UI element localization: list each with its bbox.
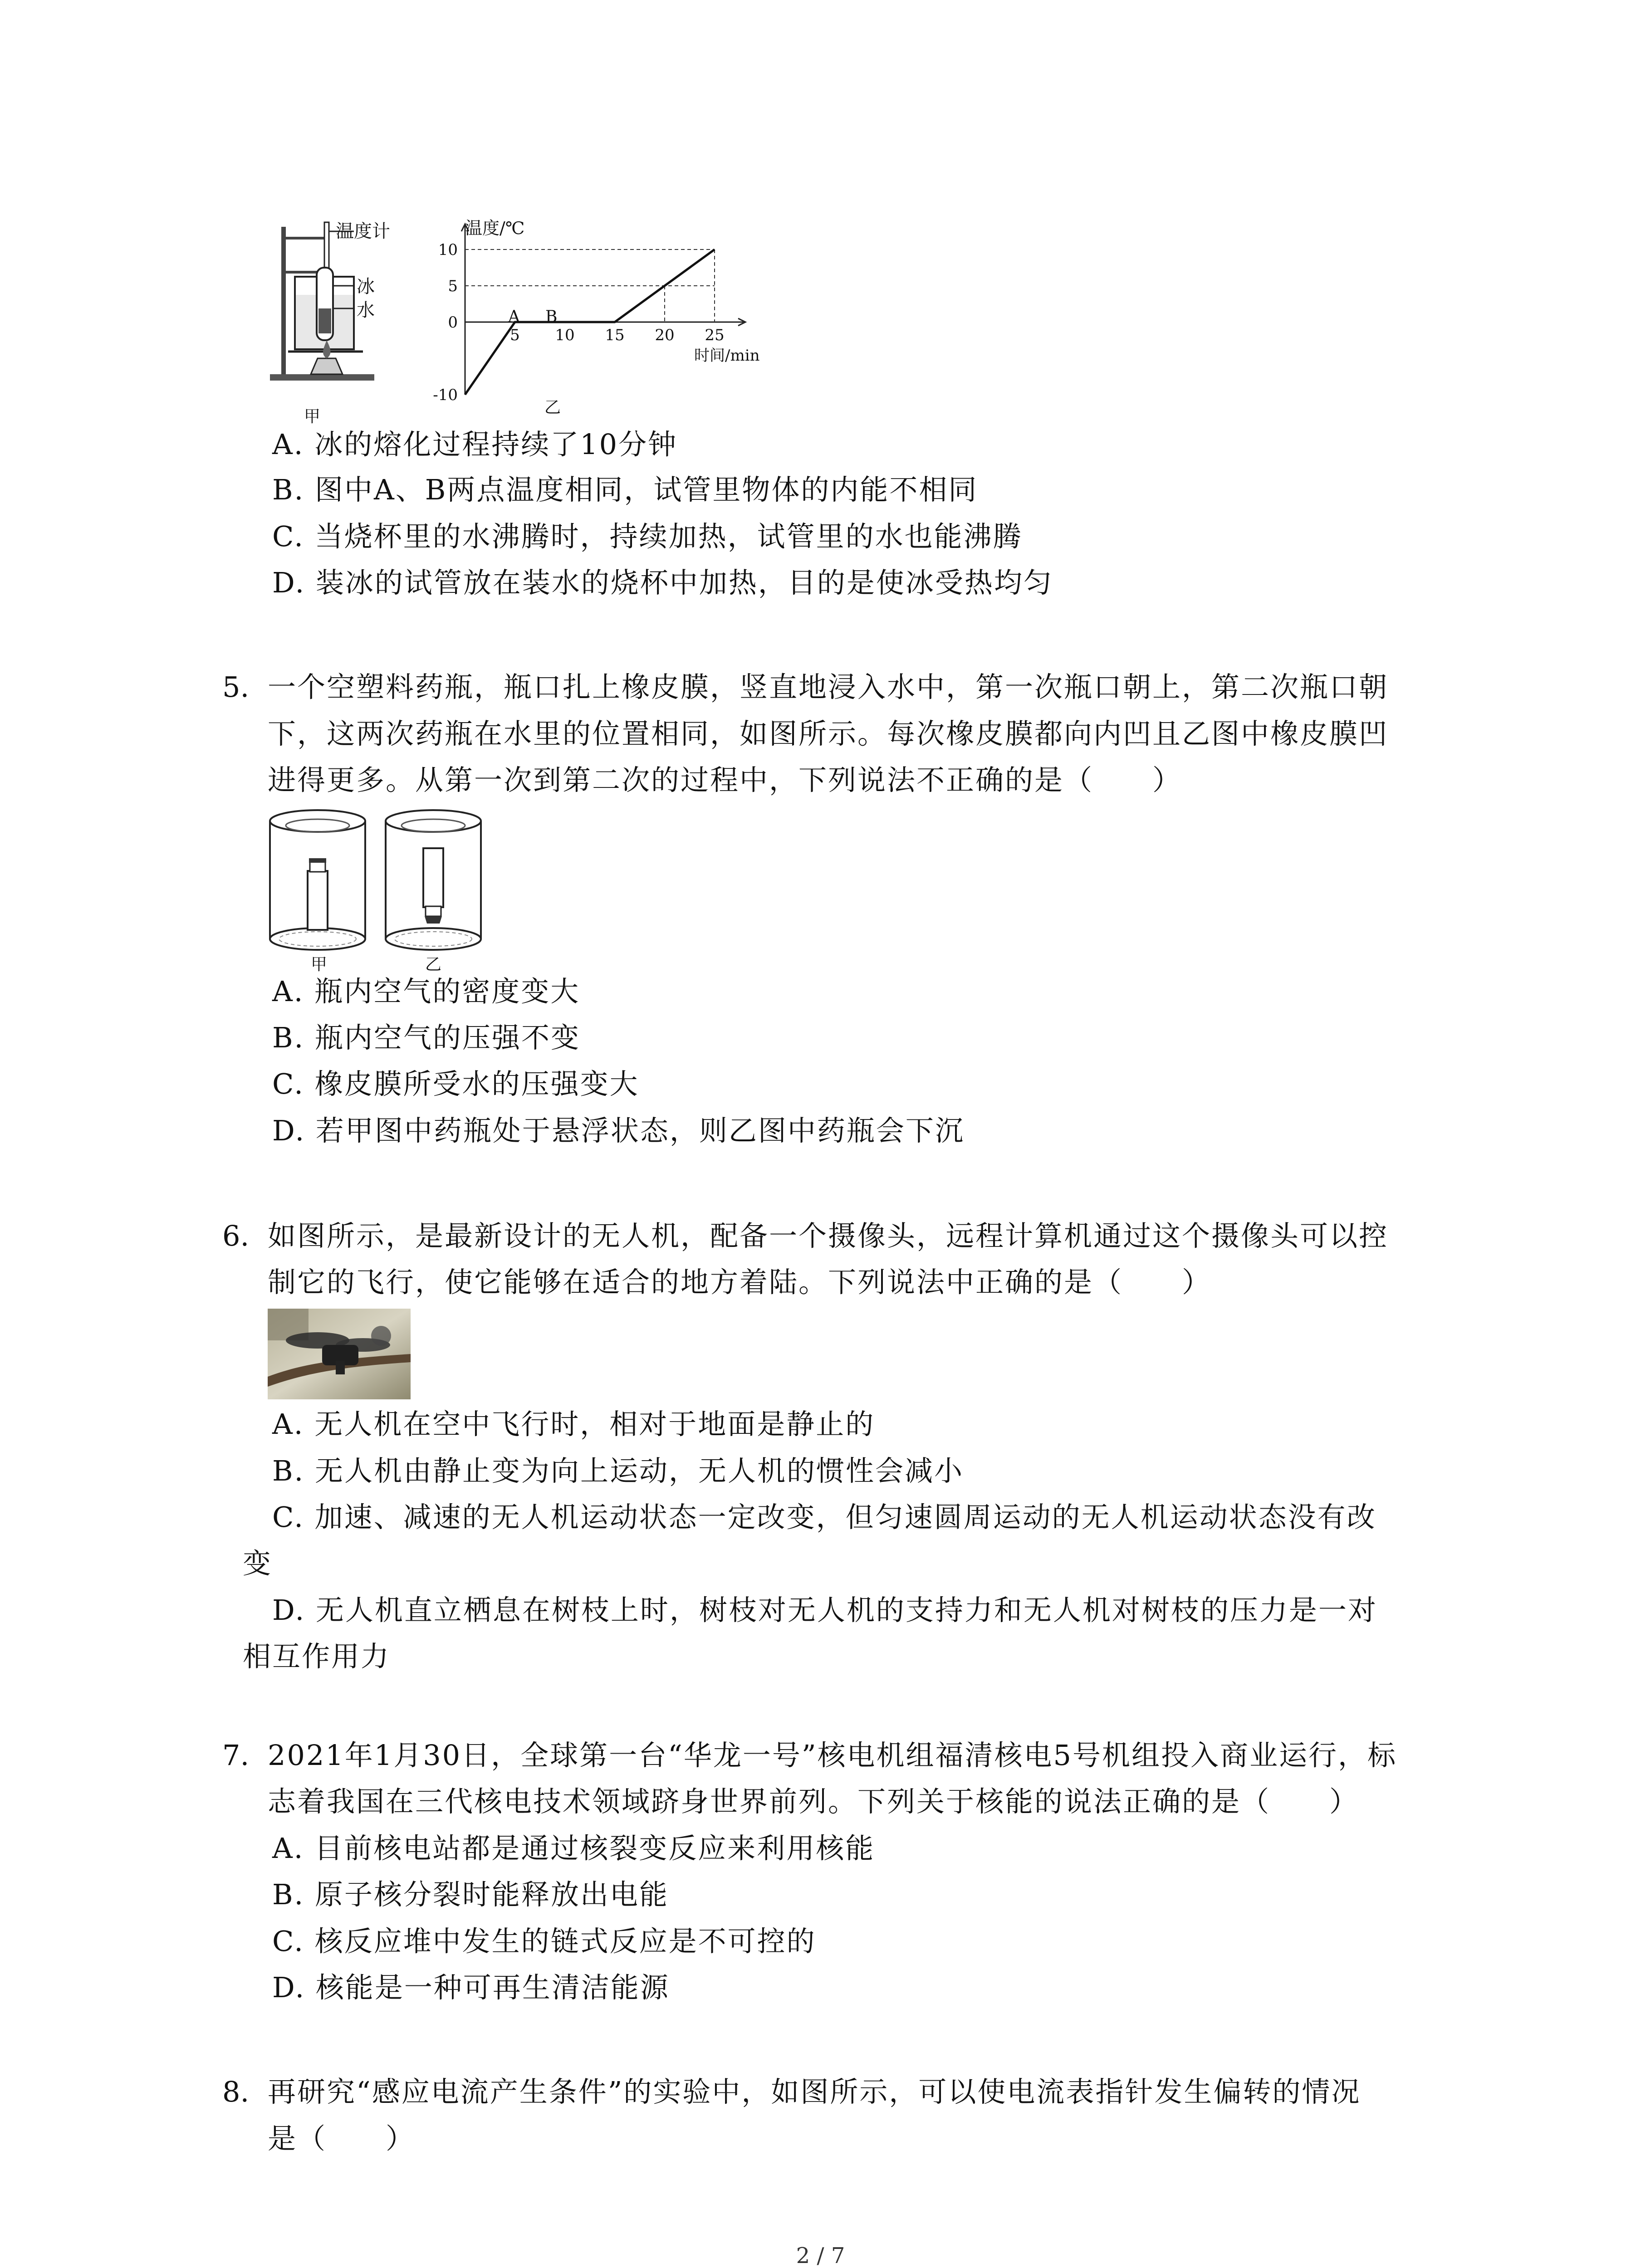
q7-option-d: D. 核能是一种可再生清洁能源 xyxy=(272,1971,670,2004)
q7-option-a: A. 目前核电站都是通过核裂变反应来利用核能 xyxy=(272,1832,875,1865)
q7-option-b: B. 原子核分裂时能释放出电能 xyxy=(272,1878,669,1911)
q5-stem-line-1: 一个空塑料药瓶，瓶口扎上橡皮膜，竖直地浸入水中，第一次瓶口朝上，第二次瓶口朝 xyxy=(268,670,1389,704)
ice-label: 冰 xyxy=(357,276,375,297)
apparatus-drawing xyxy=(268,218,440,426)
q6-stem-line-1: 如图所示，是最新设计的无人机，配备一个摄像头，远程计算机通过这个摄像头可以控 xyxy=(268,1219,1389,1252)
q6-option-d-cont: 相互作用力 xyxy=(243,1640,391,1673)
point-label-b: B xyxy=(545,308,558,326)
q7-stem-line-2: 志着我国在三代核电技术领域跻身世界前列。下列关于核能的说法正确的是（ ） xyxy=(268,1785,1359,1818)
q4-option-c: C. 当烧杯里的水沸腾时，持续加热，试管里的水也能沸腾 xyxy=(272,520,1023,553)
q6-option-d: D. 无人机直立栖息在树枝上时，树枝对无人机的支持力和无人机对树枝的压力是一对 xyxy=(272,1593,1377,1627)
point-label-a: A xyxy=(508,308,520,326)
bottle-figure xyxy=(265,807,492,974)
q6-number: 6. xyxy=(222,1219,250,1252)
x-tick-label: 15 xyxy=(605,326,625,344)
q5-stem-line-2: 下，这两次药瓶在水里的位置相同，如图所示。每次橡皮膜都向内凹且乙图中橡皮膜凹 xyxy=(268,717,1389,750)
q6-option-c-cont: 变 xyxy=(243,1547,273,1580)
x-tick-label: 5 xyxy=(510,326,520,344)
q8-stem-line-2: 是（ ） xyxy=(268,2122,416,2155)
q6-option-c: C. 加速、减速的无人机运动状态一定改变，但匀速圆周运动的无人机运动状态没有改 xyxy=(272,1501,1376,1534)
drone-photo-drawing xyxy=(268,1309,411,1399)
apparatus-caption: 甲 xyxy=(304,407,321,426)
q7-number: 7. xyxy=(222,1739,250,1772)
q5-option-d: D. 若甲图中药瓶处于悬浮状态，则乙图中药瓶会下沉 xyxy=(272,1114,965,1147)
q6-option-b: B. 无人机由静止变为向上运动，无人机的惯性会减小 xyxy=(272,1454,964,1487)
q4-option-d: D. 装冰的试管放在装水的烧杯中加热，目的是使冰受热均匀 xyxy=(272,566,1053,599)
q5-number: 5. xyxy=(222,670,250,704)
q5-option-b: B. 瓶内空气的压强不变 xyxy=(272,1021,580,1054)
y-tick-label: 0 xyxy=(448,313,458,332)
bottle-caption-yi: 乙 xyxy=(425,955,442,974)
q6-stem-line-2: 制它的飞行，使它能够在适合的地方着陆。下列说法中正确的是（ ） xyxy=(268,1266,1212,1299)
apparatus-figure xyxy=(268,218,440,426)
y-tick-label: 5 xyxy=(448,277,458,295)
y-tick-label: 10 xyxy=(438,241,458,259)
thermometer-label: 温度计 xyxy=(336,221,390,242)
x-tick-label: 10 xyxy=(555,326,575,344)
temperature-chart-svg xyxy=(422,213,794,431)
q5-stem-line-3: 进得更多。从第一次到第二次的过程中，下列说法不正确的是（ ） xyxy=(268,763,1182,797)
bottle-drawing xyxy=(265,807,492,957)
chart-ylabel: 温度/℃ xyxy=(465,218,525,238)
q8-number: 8. xyxy=(222,2075,250,2108)
y-tick-label: -10 xyxy=(433,386,458,404)
x-tick-label: 25 xyxy=(705,326,725,344)
q8-stem-line-1: 再研究“感应电流产生条件”的实验中，如图所示，可以使电流表指针发生偏转的情况 xyxy=(268,2075,1361,2108)
q5-option-c: C. 橡皮膜所受水的压强变大 xyxy=(272,1067,639,1100)
chart-xlabel: 时间/min xyxy=(694,347,760,365)
bottle-caption-jia: 甲 xyxy=(311,955,328,974)
chart-caption: 乙 xyxy=(544,398,561,417)
q6-option-a: A. 无人机在空中飞行时，相对于地面是静止的 xyxy=(272,1408,875,1441)
q5-option-a: A. 瓶内空气的密度变大 xyxy=(272,975,580,1008)
temperature-chart xyxy=(422,213,794,431)
water-label: 水 xyxy=(357,300,375,321)
page-number: 2 / 7 xyxy=(796,2243,845,2268)
q7-option-c: C. 核反应堆中发生的链式反应是不可控的 xyxy=(272,1925,816,1958)
drone-photo xyxy=(268,1309,411,1399)
q4-option-b: B. 图中A、B两点温度相同，试管里物体的内能不相同 xyxy=(272,473,978,506)
q7-stem-line-1: 2021年1月30日，全球第一台“华龙一号”核电机组福清核电5号机组投入商业运行，标 xyxy=(268,1739,1397,1772)
q4-option-a: A. 冰的熔化过程持续了10分钟 xyxy=(272,428,678,461)
x-tick-label: 20 xyxy=(655,326,675,344)
